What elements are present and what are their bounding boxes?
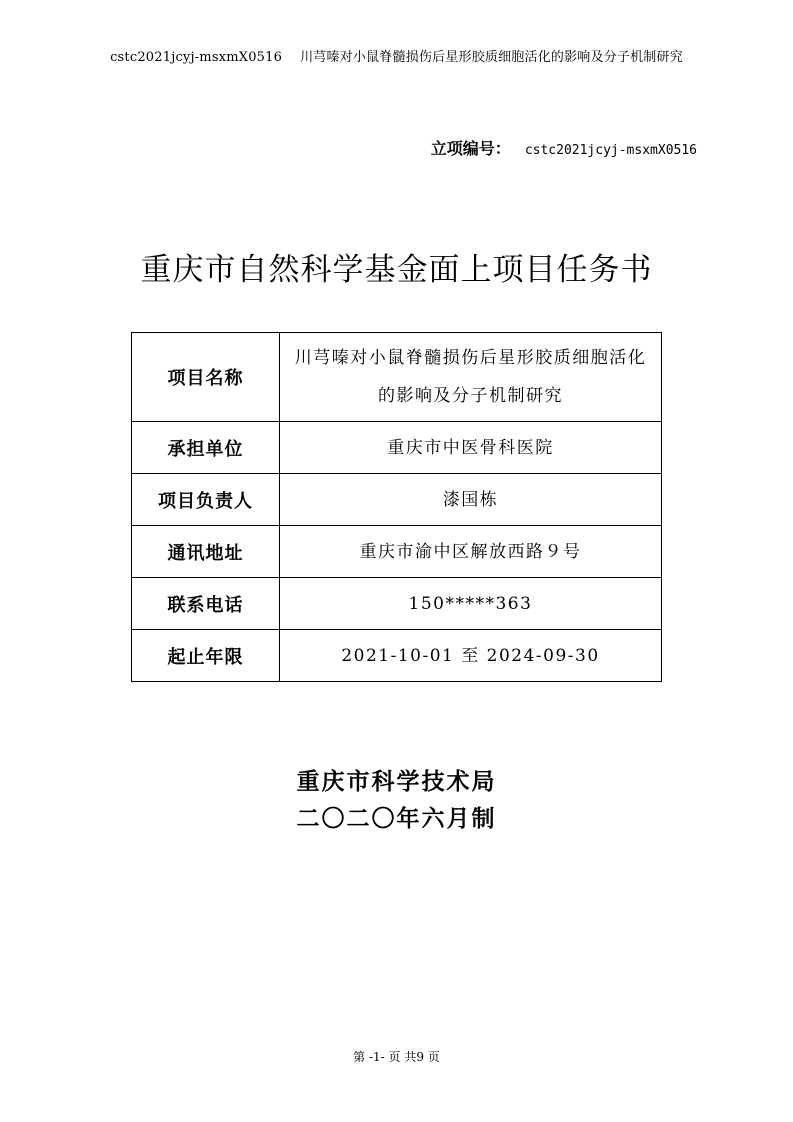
project-info-table bbox=[131, 332, 662, 682]
row-value-project-leader: 漆国栋 bbox=[280, 474, 662, 526]
row-value-phone: 150*****363 bbox=[280, 578, 662, 630]
issue-date: 二〇二〇年六月制 bbox=[296, 806, 497, 832]
project-number-label: 立项编号： bbox=[430, 139, 511, 158]
row-label-undertaking-unit: 承担单位 bbox=[132, 422, 280, 474]
table-row bbox=[132, 333, 662, 422]
row-value-address: 重庆市渝中区解放西路９号 bbox=[280, 526, 662, 578]
running-header bbox=[0, 46, 793, 65]
page-footer: 第 -1- 页 共9 页 bbox=[353, 1050, 440, 1064]
row-value-period: 2021-10-01 至 2024-09-30 bbox=[280, 630, 662, 682]
table-row bbox=[132, 578, 662, 630]
table-row bbox=[132, 474, 662, 526]
table-row bbox=[132, 422, 662, 474]
header-project-title: 川芎嗪对小鼠脊髓损伤后星形胶质细胞活化的影响及分子机制研究 bbox=[300, 50, 683, 65]
table-row bbox=[132, 526, 662, 578]
row-label-address: 通讯地址 bbox=[132, 526, 280, 578]
issuer-block bbox=[0, 764, 793, 838]
row-value-project-name: 川芎嗪对小鼠脊髓损伤后星形胶质细胞活化的影响及分子机制研究 bbox=[280, 333, 662, 422]
row-label-phone: 联系电话 bbox=[132, 578, 280, 630]
header-code: cstc2021jcyj-msxmX0516 bbox=[110, 50, 283, 65]
document-title: 重庆市自然科学基金面上项目任务书 bbox=[140, 252, 653, 288]
row-label-project-leader: 项目负责人 bbox=[132, 474, 280, 526]
row-label-project-name: 项目名称 bbox=[132, 333, 280, 422]
project-number bbox=[431, 136, 697, 159]
row-label-period: 起止年限 bbox=[132, 630, 280, 682]
issuer-name: 重庆市科学技术局 bbox=[296, 769, 497, 795]
table-row bbox=[132, 630, 662, 682]
row-value-undertaking-unit: 重庆市中医骨科医院 bbox=[280, 422, 662, 474]
project-number-value: cstc2021jcyj-msxmX0516 bbox=[524, 143, 697, 158]
